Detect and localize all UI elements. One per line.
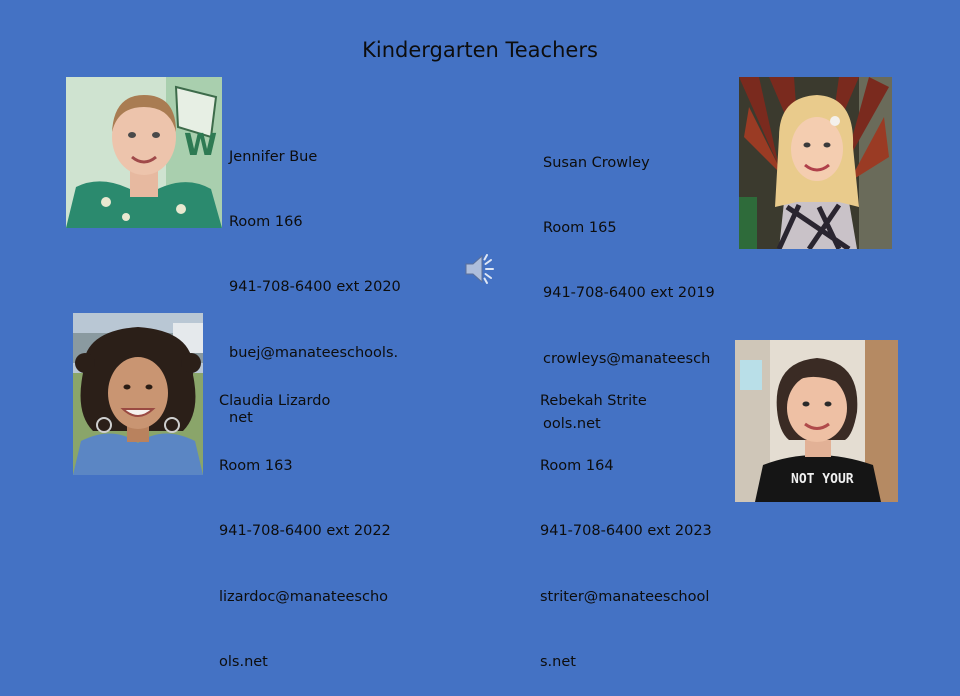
teacher-room: Room 165 — [543, 219, 617, 236]
teacher-email-cont: ols.net — [219, 654, 268, 671]
teacher-photo-rebekah — [735, 340, 898, 502]
teacher-email: crowleys@manateesch — [543, 350, 711, 367]
teacher-room: Room 163 — [219, 457, 293, 474]
teacher-info-claudia — [219, 347, 391, 696]
teacher-name: Rebekah Strite — [540, 392, 647, 409]
teacher-email-cont: s.net — [540, 654, 576, 671]
slide-title: Kindergarten Teachers — [362, 38, 598, 62]
teacher-name: Susan Crowley — [543, 154, 650, 171]
teacher-email: lizardoc@manateescho — [219, 588, 389, 605]
teacher-email-cont: ools.net — [543, 416, 601, 433]
teacher-phone: 941-708-6400 ext 2019 — [543, 285, 715, 302]
teacher-phone: 941-708-6400 ext 2020 — [229, 279, 401, 296]
teacher-phone: 941-708-6400 ext 2023 — [540, 523, 712, 540]
teacher-name: Jennifer Bue — [229, 148, 318, 165]
teacher-phone: 941-708-6400 ext 2022 — [219, 523, 391, 540]
teacher-photo-claudia — [73, 313, 203, 475]
teacher-photo-jennifer — [66, 77, 222, 228]
teacher-photo-susan — [739, 77, 892, 249]
shirt-text: NOT YOUR — [791, 472, 854, 487]
teacher-name: Claudia Lizardo — [219, 392, 331, 409]
speaker-icon[interactable] — [463, 252, 497, 286]
svg-text:W: W — [184, 128, 218, 163]
teacher-info-rebekah — [540, 347, 712, 696]
teacher-room: Room 164 — [540, 457, 614, 474]
teacher-email-cont: net — [229, 410, 253, 427]
teacher-email: striter@manateeschool — [540, 588, 710, 605]
teacher-room: Room 166 — [229, 213, 303, 230]
teacher-email: buej@manateeschools. — [229, 344, 399, 361]
